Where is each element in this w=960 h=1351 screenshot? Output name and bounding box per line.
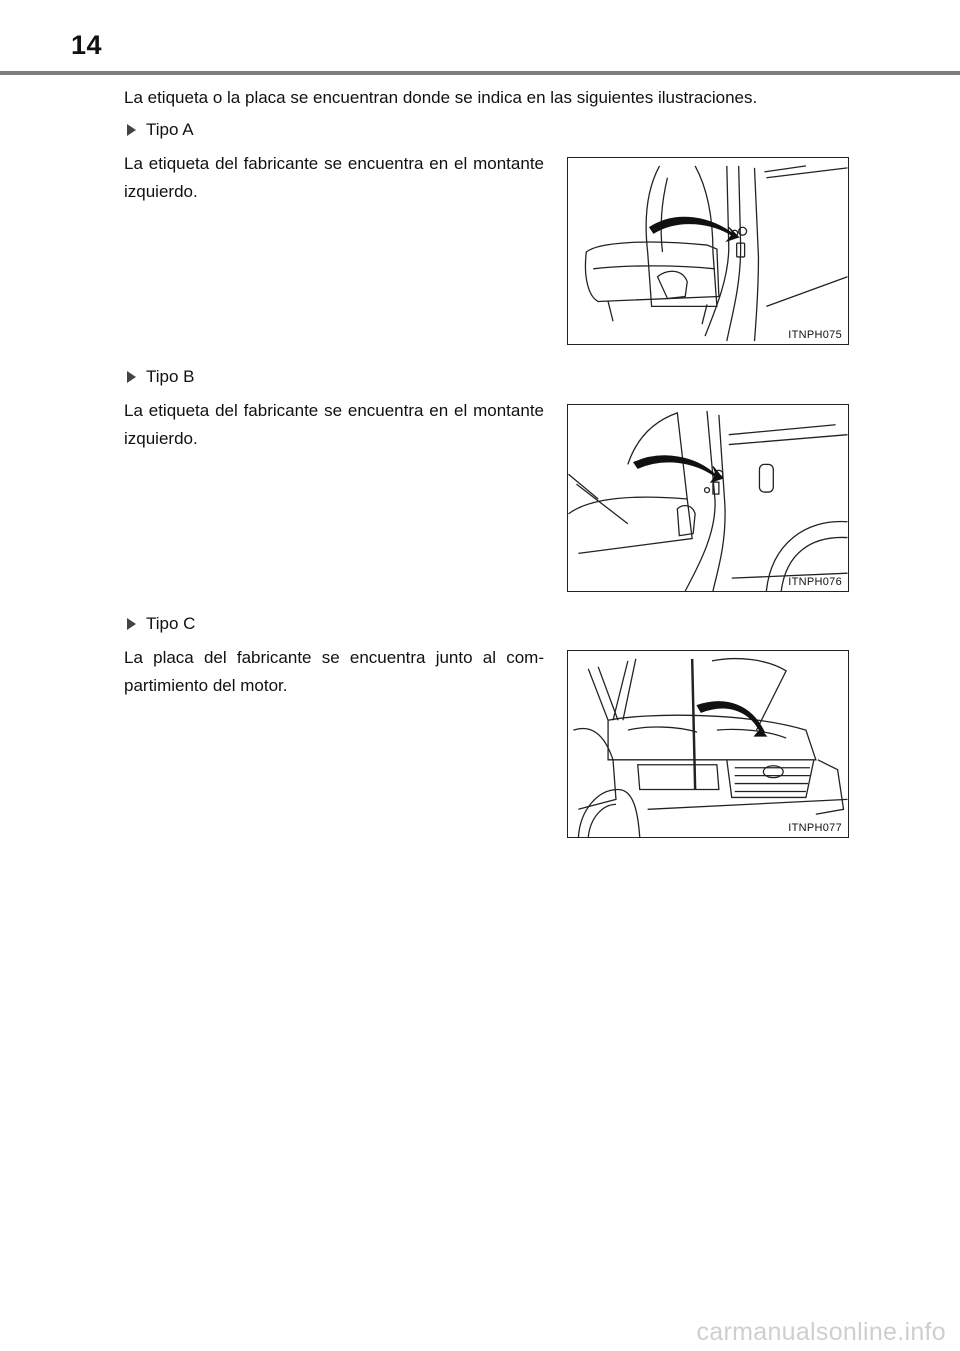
watermark-text: carmanualsonline.info bbox=[696, 1318, 946, 1346]
seat-door-pillar-illustration bbox=[568, 158, 848, 344]
section-heading-label: Tipo B bbox=[146, 367, 195, 386]
section-description-tipo-c: La placa del fabricante se encuentra junto al com-partimiento del motor. bbox=[124, 648, 544, 695]
section-heading-tipo-c bbox=[124, 613, 195, 635]
figure-code: ITNPH075 bbox=[788, 329, 842, 341]
section-heading-label: Tipo C bbox=[146, 614, 196, 633]
section-heading-tipo-a bbox=[124, 119, 194, 141]
page-number: 14 bbox=[71, 30, 103, 60]
triangle-bullet-icon bbox=[127, 618, 136, 630]
section-heading-tipo-b bbox=[124, 366, 195, 388]
triangle-bullet-icon bbox=[127, 124, 136, 136]
engine-compartment-illustration bbox=[568, 651, 848, 837]
seat-door-pillar-illustration bbox=[568, 405, 848, 591]
header-divider bbox=[0, 71, 960, 75]
figure-door-pillar-label-b bbox=[567, 404, 849, 592]
section-description-tipo-b: La etiqueta del fabricante se encuentra en el montante izquierdo. bbox=[124, 401, 544, 448]
intro-text: La etiqueta o la placa se encuentran donde se indica en las siguientes ilustraciones. bbox=[124, 88, 758, 107]
section-description-tipo-a: La etiqueta del fabricante se encuentra en el montante izquierdo. bbox=[124, 154, 544, 201]
triangle-bullet-icon bbox=[127, 371, 136, 383]
figure-door-pillar-label-a bbox=[567, 157, 849, 345]
figure-engine-compartment-plate-c bbox=[567, 650, 849, 838]
section-heading-label: Tipo A bbox=[146, 120, 194, 139]
figure-code: ITNPH077 bbox=[788, 822, 842, 834]
figure-code: ITNPH076 bbox=[788, 576, 842, 588]
